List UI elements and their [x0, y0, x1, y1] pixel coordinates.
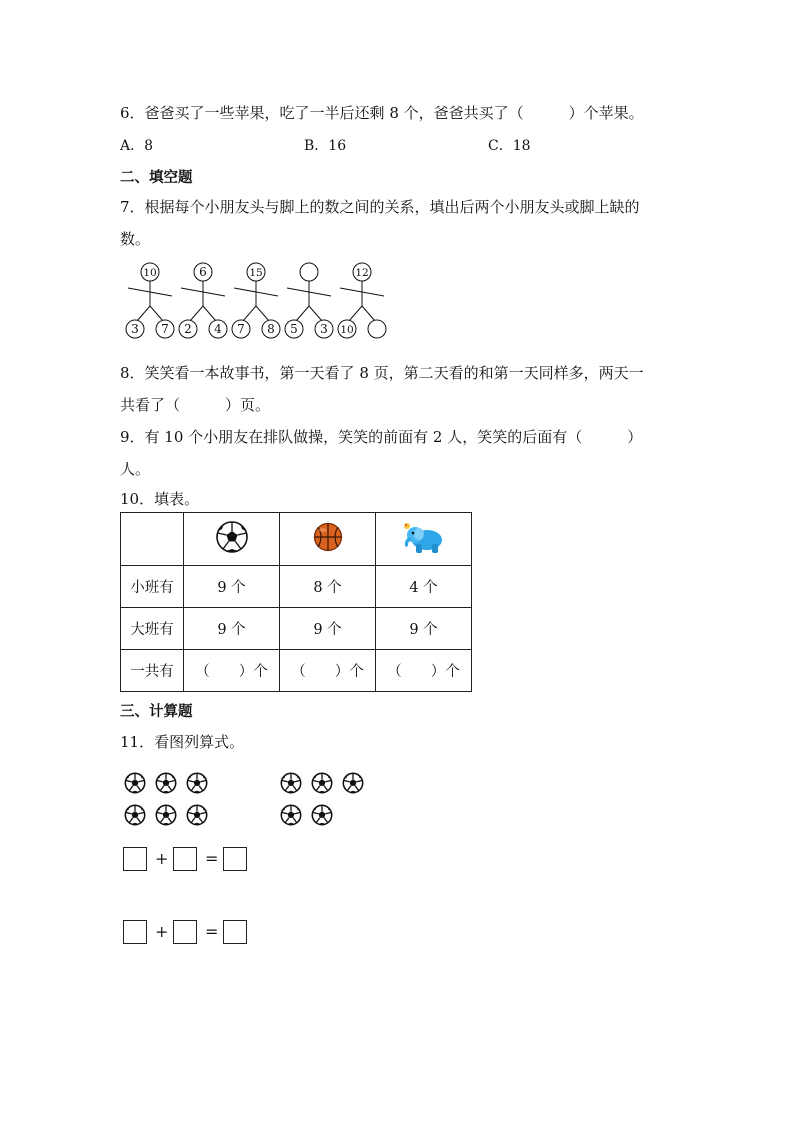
table-cell: 9 个 — [184, 608, 280, 650]
figure-left-foot — [338, 320, 356, 338]
question-9-line2: 人。 — [120, 460, 151, 478]
table-cell: 4 个 — [376, 566, 472, 608]
question-6-text: 6．爸爸买了一些苹果，吃了一半后还剩 8 个，爸爸共买了（ ）个苹果。 — [120, 104, 644, 122]
table-cell: 9 个 — [184, 566, 280, 608]
svg-text:8: 8 — [267, 322, 275, 336]
equation-2-equals: = — [205, 922, 219, 941]
equation-1-equals: = — [205, 849, 219, 868]
table-cell: 9 个 — [280, 608, 376, 650]
elephant-toy-icon — [401, 520, 447, 554]
svg-text:10: 10 — [143, 267, 157, 279]
figure-right-foot — [209, 320, 227, 338]
figure-head — [141, 263, 159, 281]
soccer-ball-icon — [280, 804, 302, 830]
svg-text:12: 12 — [355, 267, 369, 279]
row-label: 大班有 — [121, 608, 184, 650]
section-2-title: 二、填空题 — [120, 170, 193, 186]
answer-cell[interactable]: （ ）个 — [376, 650, 472, 692]
stick-figures — [120, 258, 400, 344]
soccer-ball-icon — [311, 804, 333, 830]
option-b: B．16 — [304, 138, 347, 154]
figure-head — [247, 263, 265, 281]
soccer-ball-icon — [124, 804, 146, 830]
equation-1-box-1[interactable] — [123, 847, 147, 871]
header-basketball-cell — [280, 513, 376, 566]
stick-figure — [179, 263, 227, 338]
soccer-ball-icon — [186, 772, 208, 798]
equation-2-box-1[interactable] — [123, 920, 147, 944]
equation-1-box-2[interactable] — [173, 847, 197, 871]
soccer-ball-icon — [342, 772, 364, 798]
table-row — [121, 566, 472, 608]
equation-1-plus: + — [155, 849, 169, 868]
figure-left-foot — [126, 320, 144, 338]
soccer-ball-icon — [155, 804, 177, 830]
soccer-ball-icon — [311, 772, 333, 798]
equation-2-plus: + — [155, 922, 169, 941]
table-row — [121, 608, 472, 650]
table-header-row — [121, 513, 472, 566]
table-corner-cell — [121, 513, 184, 566]
stick-figure — [338, 263, 386, 338]
svg-text:5: 5 — [290, 322, 298, 336]
section-3-title: 三、计算题 — [120, 704, 193, 720]
header-elephant-cell — [376, 513, 472, 566]
answer-cell[interactable]: （ ）个 — [280, 650, 376, 692]
soccer-ball-icon — [215, 520, 249, 554]
option-c: C．18 — [488, 138, 531, 154]
table-row — [121, 650, 472, 692]
stick-figure — [232, 263, 280, 338]
question-8-line2: 共看了（ ）页。 — [120, 396, 271, 414]
svg-text:6: 6 — [199, 265, 207, 279]
question-7-line1: 7．根据每个小朋友头与脚上的数之间的关系，填出后两个小朋友头或脚上缺的 — [120, 198, 640, 216]
svg-text:4: 4 — [214, 322, 222, 336]
figure-head[interactable] — [300, 263, 318, 281]
figure-left-foot — [179, 320, 197, 338]
row-label: 小班有 — [121, 566, 184, 608]
table-cell: 8 个 — [280, 566, 376, 608]
question-11-title: 11．看图列算式。 — [120, 733, 245, 751]
svg-text:10: 10 — [340, 324, 354, 336]
question-8-line1: 8．笑笑看一本故事书，第一天看了 8 页，第二天看的和第一天同样多，两天一 — [120, 364, 644, 382]
question-10-title: 10．填表。 — [120, 490, 200, 508]
figure-right-foot — [315, 320, 333, 338]
table-cell: 9 个 — [376, 608, 472, 650]
figure-right-foot — [262, 320, 280, 338]
soccer-ball-icon — [186, 804, 208, 830]
stick-figure — [126, 263, 174, 338]
svg-text:3: 3 — [320, 322, 328, 336]
svg-text:3: 3 — [131, 322, 139, 336]
row-label: 一共有 — [121, 650, 184, 692]
soccer-ball-icon — [280, 772, 302, 798]
ball-group-right — [280, 772, 380, 832]
figure-right-foot[interactable] — [368, 320, 386, 338]
figure-head — [194, 263, 212, 281]
fill-table — [120, 512, 472, 692]
equation-2-box-3[interactable] — [223, 920, 247, 944]
figure-right-foot — [156, 320, 174, 338]
ball-group-left — [124, 772, 224, 832]
svg-text:7: 7 — [237, 322, 245, 336]
answer-cell[interactable]: （ ）个 — [184, 650, 280, 692]
svg-text:7: 7 — [161, 322, 169, 336]
question-9-line1: 9．有 10 个小朋友在排队做操，笑笑的前面有 2 人，笑笑的后面有（ ） — [120, 428, 643, 446]
equation-2-box-2[interactable] — [173, 920, 197, 944]
stick-figure — [285, 263, 333, 338]
figure-head — [353, 263, 371, 281]
svg-text:2: 2 — [184, 322, 192, 336]
basketball-icon — [312, 521, 344, 553]
figure-left-foot — [285, 320, 303, 338]
equation-1-box-3[interactable] — [223, 847, 247, 871]
svg-text:15: 15 — [249, 267, 263, 279]
figure-left-foot — [232, 320, 250, 338]
soccer-ball-icon — [155, 772, 177, 798]
question-7-line2: 数。 — [120, 230, 151, 248]
header-soccer-cell — [184, 513, 280, 566]
soccer-ball-icon — [124, 772, 146, 798]
option-a: A．8 — [120, 138, 154, 154]
